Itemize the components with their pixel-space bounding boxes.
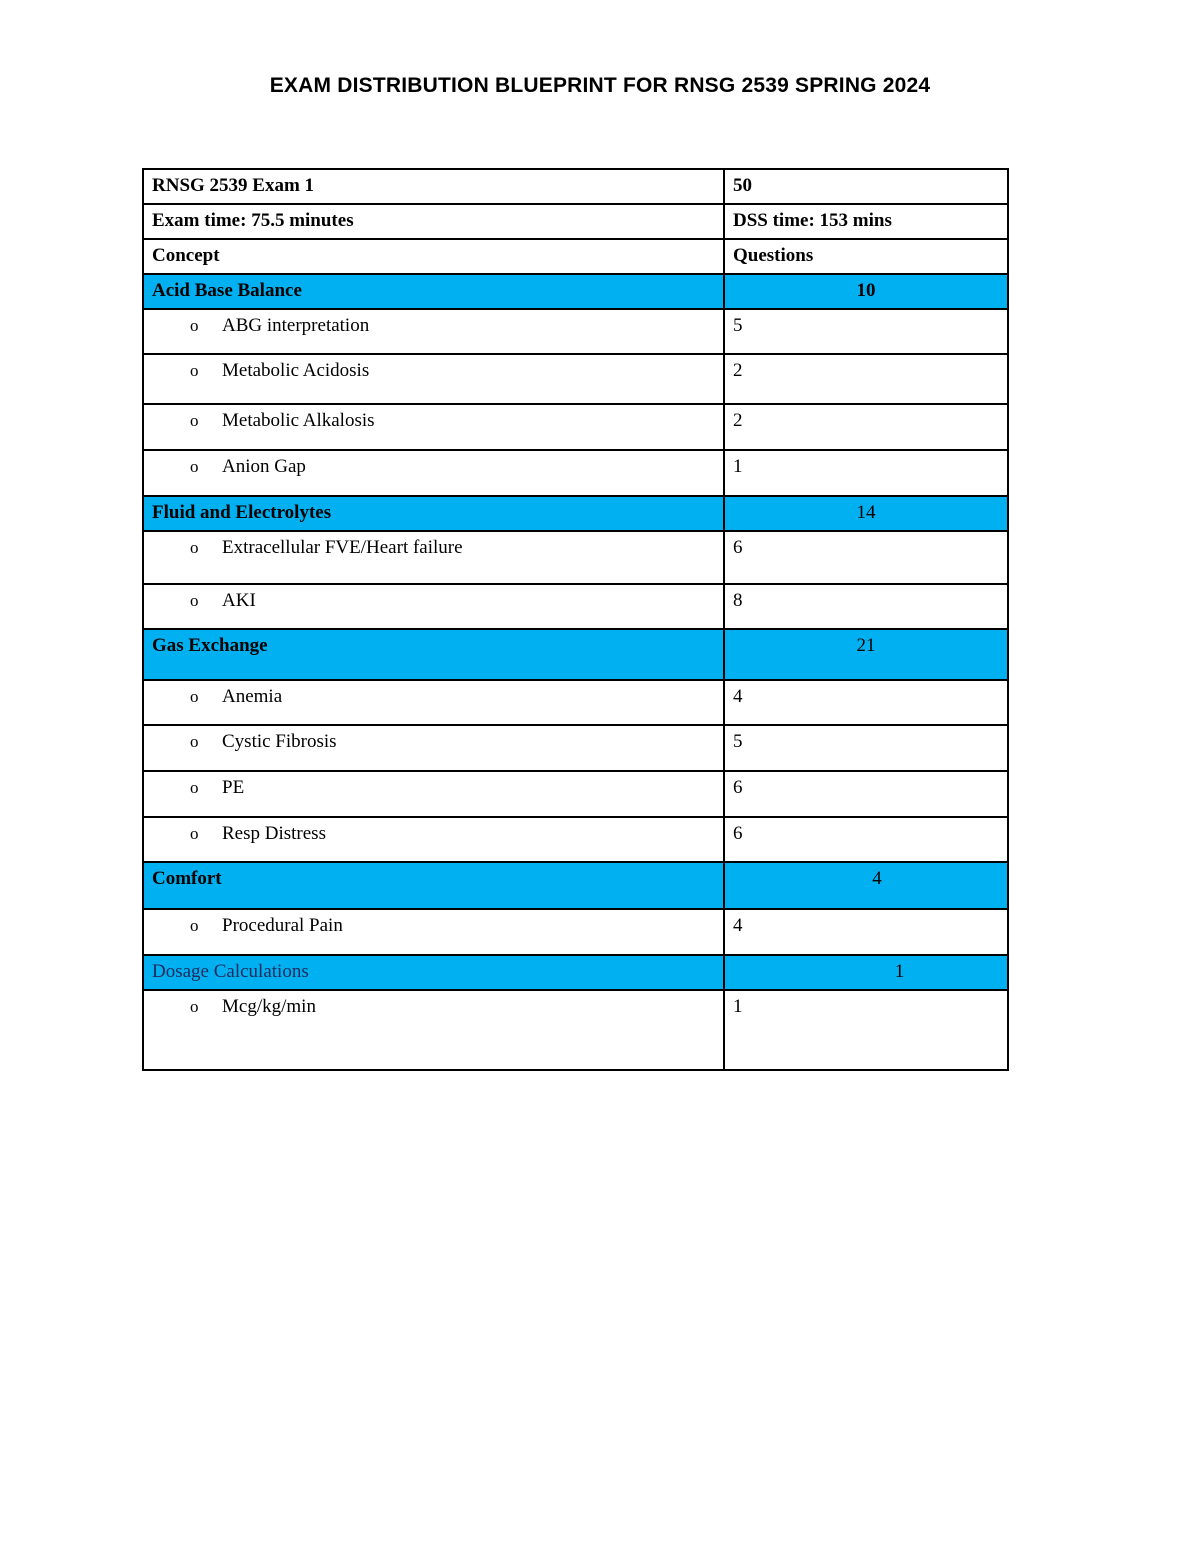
table-row (143, 531, 1008, 584)
bullet-icon: o (190, 687, 199, 706)
category-name: Dosage Calculations (143, 955, 724, 990)
category-name: Acid Base Balance (143, 274, 724, 309)
item-cell (143, 354, 724, 404)
exam-name-cell: RNSG 2539 Exam 1 (143, 169, 724, 204)
item-count: 6 (724, 817, 1008, 862)
bullet-icon: o (190, 732, 199, 751)
item-count: 2 (724, 354, 1008, 404)
item-count: 2 (724, 404, 1008, 450)
item-cell (143, 680, 724, 725)
item-label: Procedural Pain (222, 915, 343, 936)
item-cell (143, 909, 724, 955)
item-label: Cystic Fibrosis (222, 731, 337, 752)
bullet-icon: o (190, 778, 199, 797)
item-label: ABG interpretation (222, 315, 370, 336)
table-row (143, 204, 1008, 239)
table-row (143, 169, 1008, 204)
total-questions-cell: 50 (724, 169, 1008, 204)
item-count: 4 (724, 680, 1008, 725)
bullet-icon: o (190, 316, 199, 335)
category-row (143, 862, 1008, 909)
item-cell (143, 404, 724, 450)
item-cell (143, 725, 724, 771)
item-label: Extracellular FVE/Heart failure (222, 537, 463, 558)
category-row (143, 274, 1008, 309)
bullet-icon: o (190, 916, 199, 935)
item-label: Anemia (222, 686, 283, 707)
category-name: Gas Exchange (143, 629, 724, 680)
bullet-icon: o (190, 538, 199, 557)
category-total: 4 (724, 862, 1008, 909)
item-label: PE (222, 777, 245, 798)
item-cell (143, 584, 724, 629)
item-label: Metabolic Alkalosis (222, 410, 375, 431)
item-cell (143, 990, 724, 1070)
item-cell (143, 309, 724, 354)
table-row (143, 309, 1008, 354)
table-row (143, 239, 1008, 274)
item-count: 8 (724, 584, 1008, 629)
item-cell (143, 450, 724, 496)
questions-header-cell: Questions (724, 239, 1008, 274)
table-row (143, 584, 1008, 629)
item-count: 1 (724, 990, 1008, 1070)
bullet-icon: o (190, 411, 199, 430)
blueprint-table (142, 168, 1009, 1071)
category-name: Fluid and Electrolytes (143, 496, 724, 531)
category-total: 1 (724, 955, 1008, 990)
category-row (143, 629, 1008, 680)
table-row (143, 404, 1008, 450)
item-cell (143, 531, 724, 584)
category-total: 21 (724, 629, 1008, 680)
table-row (143, 450, 1008, 496)
item-count: 1 (724, 450, 1008, 496)
table-row (143, 817, 1008, 862)
item-count: 5 (724, 725, 1008, 771)
category-row (143, 496, 1008, 531)
item-label: Resp Distress (222, 823, 326, 844)
bullet-icon: o (190, 457, 199, 476)
table-row (143, 909, 1008, 955)
item-count: 4 (724, 909, 1008, 955)
item-cell (143, 817, 724, 862)
concept-header-cell: Concept (143, 239, 724, 274)
dss-time-cell: DSS time: 153 mins (724, 204, 1008, 239)
bullet-icon: o (190, 361, 199, 380)
table-row (143, 990, 1008, 1070)
bullet-icon: o (190, 824, 199, 843)
item-label: AKI (222, 590, 256, 611)
item-count: 6 (724, 531, 1008, 584)
exam-time-cell: Exam time: 75.5 minutes (143, 204, 724, 239)
category-total: 10 (724, 274, 1008, 309)
item-count: 6 (724, 771, 1008, 817)
table-row (143, 771, 1008, 817)
item-label: Metabolic Acidosis (222, 360, 370, 381)
table-row (143, 725, 1008, 771)
item-count: 5 (724, 309, 1008, 354)
category-name: Comfort (143, 862, 724, 909)
category-row (143, 955, 1008, 990)
table-row (143, 354, 1008, 404)
item-cell (143, 771, 724, 817)
category-total: 14 (724, 496, 1008, 531)
page-title: EXAM DISTRIBUTION BLUEPRINT FOR RNSG 2539 SPRING 2024 (269, 74, 931, 97)
item-label: Anion Gap (222, 456, 306, 477)
bullet-icon: o (190, 591, 199, 610)
bullet-icon: o (190, 997, 199, 1016)
item-label: Mcg/kg/min (222, 996, 316, 1017)
table-row (143, 680, 1008, 725)
